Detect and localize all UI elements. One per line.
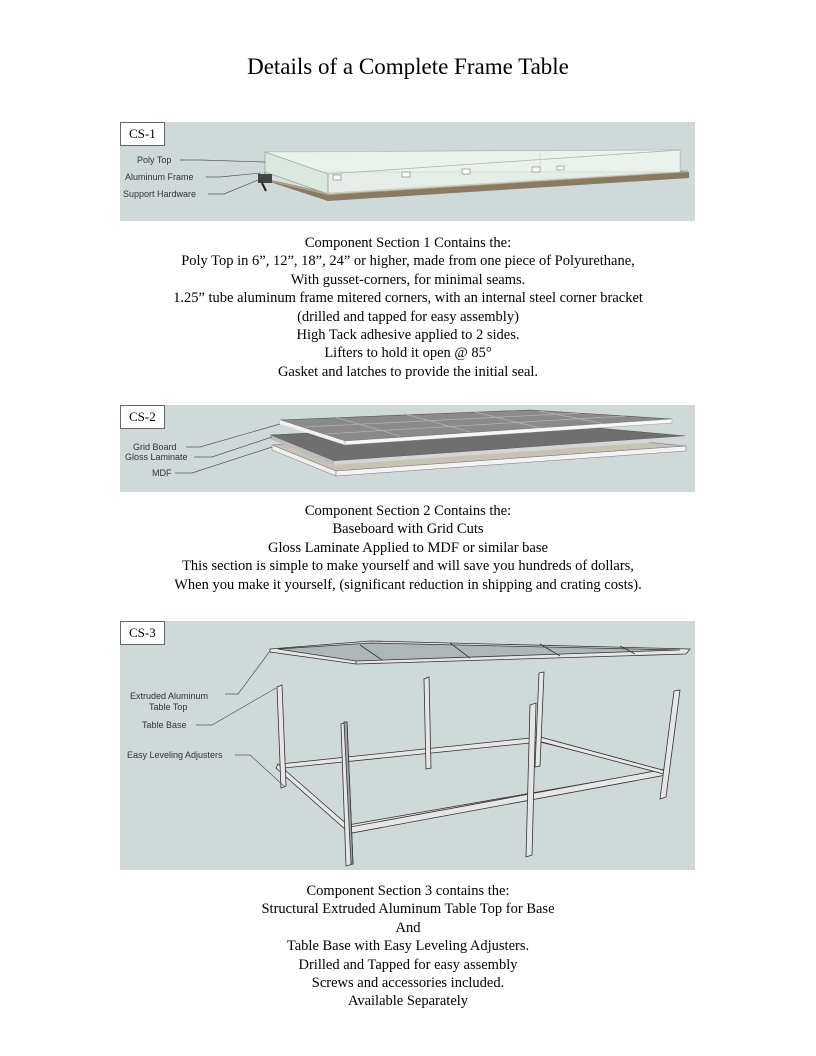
cs2-description	[0, 502, 816, 594]
label-mdf: MDF	[152, 468, 172, 478]
desc-line: Structural Extruded Aluminum Table Top for Base	[261, 901, 555, 918]
section-tag: CS-3	[120, 621, 165, 645]
label-table-top: Table Top	[149, 702, 188, 712]
desc-line: 1.25” tube aluminum frame mitered corners, with an internal steel corner bracket	[173, 290, 643, 307]
desc-line: Gloss Laminate Applied to MDF or similar base	[268, 539, 548, 556]
cs1-drawing	[120, 122, 695, 221]
cs2-illustration	[120, 405, 695, 492]
section-tag: CS-1	[120, 122, 165, 146]
cs3-illustration	[120, 621, 695, 870]
desc-line: High Tack adhesive applied to 2 sides.	[296, 327, 520, 344]
desc-line: And	[395, 919, 421, 936]
cs3-description	[0, 882, 816, 1011]
page-title: Details of a Complete Frame Table	[247, 54, 569, 79]
cs2-drawing	[120, 405, 695, 492]
desc-line: (drilled and tapped for easy assembly)	[297, 308, 519, 325]
label-table-base: Table Base	[142, 720, 187, 730]
label-poly-top: Poly Top	[137, 155, 172, 165]
label-easy-leveling-adjusters: Easy Leveling Adjusters	[127, 750, 223, 760]
section-tag: CS-2	[120, 405, 165, 429]
desc-line: Drilled and Tapped for easy assembly	[298, 956, 518, 973]
cs3-drawing	[120, 621, 695, 870]
label-support-hardware: Support Hardware	[123, 189, 197, 199]
desc-line: Gasket and latches to provide the initial seal.	[277, 363, 539, 380]
desc-line: Poly Top in 6”, 12”, 18”, 24” or higher, made from one piece of Polyurethane,	[181, 253, 635, 270]
cs1-illustration	[120, 122, 695, 221]
desc-line: Component Section 3 contains the:	[306, 883, 510, 899]
desc-line: Screws and accessories included.	[311, 975, 505, 992]
desc-line: This section is simple to make yourself and will save you hundreds of dollars,	[182, 558, 634, 575]
label-grid-board: Grid Board	[133, 442, 177, 452]
label-aluminum-frame: Aluminum Frame	[125, 172, 194, 182]
label-extruded-aluminum: Extruded Aluminum	[130, 691, 209, 701]
desc-line: With gusset-corners, for minimal seams.	[290, 271, 526, 288]
desc-line: Lifters to hold it open @ 85°	[324, 345, 492, 362]
desc-line: Available Separately	[347, 993, 469, 1010]
desc-line: Table Base with Easy Leveling Adjusters.	[286, 938, 530, 955]
desc-line: Baseboard with Grid Cuts	[332, 521, 484, 538]
desc-line: Component Section 2 Contains the:	[304, 503, 512, 519]
label-gloss-laminate: Gloss Laminate	[125, 452, 188, 462]
desc-line: Component Section 1 Contains the:	[304, 235, 512, 251]
desc-line: When you make it yourself, (significant reduction in shipping and crating costs).	[174, 576, 642, 593]
cs1-description	[0, 234, 816, 381]
